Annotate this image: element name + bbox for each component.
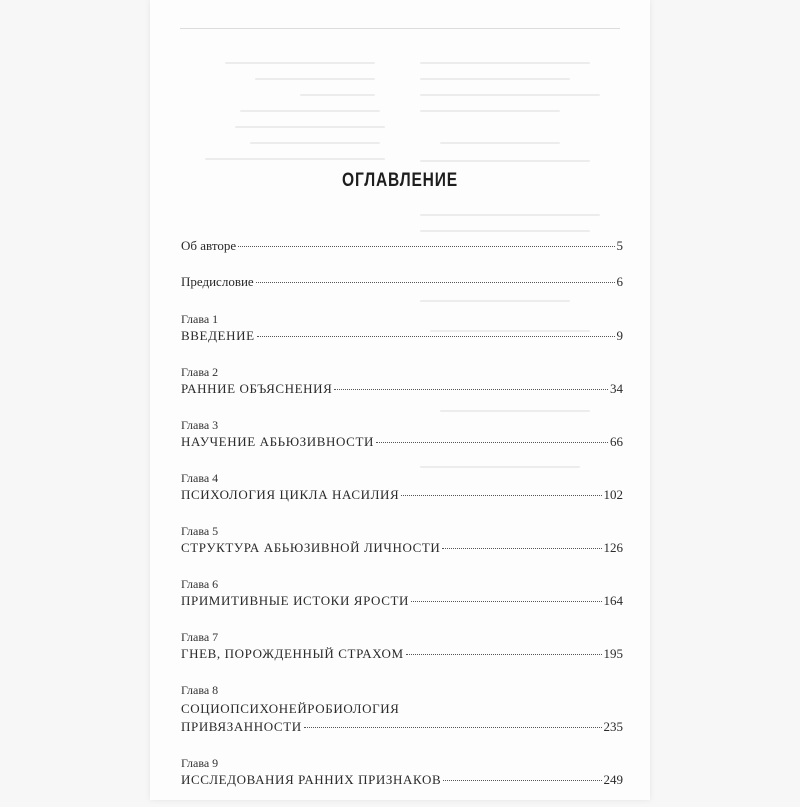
toc-entry-chapter-4[interactable] bbox=[181, 469, 623, 509]
toc-page-number: 66 bbox=[610, 434, 623, 449]
toc-page-number: 195 bbox=[603, 646, 623, 661]
chapter-title: ПРИМИТИВНЫЕ ИСТОКИ ЯРОСТИ bbox=[181, 593, 410, 608]
chapter-number: Глава 5 bbox=[181, 524, 219, 538]
toc-page-number: 164 bbox=[603, 593, 623, 608]
leader-dots bbox=[443, 780, 601, 781]
chapter-number: Глава 6 bbox=[181, 577, 219, 591]
header-rule bbox=[180, 28, 620, 29]
leader-dots bbox=[238, 246, 614, 247]
toc-entry-label: Предисловие bbox=[181, 274, 254, 289]
toc-page-number: 34 bbox=[610, 381, 623, 396]
chapter-title-line-2: ПРИВЯЗАННОСТИ bbox=[181, 719, 302, 734]
chapter-number: Глава 9 bbox=[181, 756, 219, 770]
chapter-number: Глава 8 bbox=[181, 683, 219, 697]
chapter-number: Глава 2 bbox=[181, 365, 219, 379]
chapter-title: ПСИХОЛОГИЯ ЦИКЛА НАСИЛИЯ bbox=[181, 487, 400, 502]
toc-page-number: 126 bbox=[603, 540, 623, 555]
leader-dots bbox=[411, 601, 601, 602]
toc-entry-label: Об авторе bbox=[181, 238, 237, 253]
toc-page-number: 249 bbox=[603, 772, 623, 787]
toc-page-number: 9 bbox=[616, 328, 623, 343]
toc-page-number: 5 bbox=[616, 238, 623, 253]
toc-entry-chapter-6[interactable] bbox=[181, 575, 623, 615]
toc-entry-about-author[interactable] bbox=[181, 238, 623, 260]
leader-dots bbox=[256, 282, 615, 283]
toc-page-number: 6 bbox=[616, 274, 623, 289]
chapter-title: СТРУКТУРА АБЬЮЗИВНОЙ ЛИЧНОСТИ bbox=[181, 540, 441, 555]
chapter-number: Глава 1 bbox=[181, 312, 219, 326]
toc-entry-chapter-3[interactable] bbox=[181, 416, 623, 456]
toc-entry-chapter-8[interactable] bbox=[181, 681, 623, 741]
toc-entry-preface[interactable] bbox=[181, 274, 623, 296]
leader-dots bbox=[406, 654, 602, 655]
chapter-number: Глава 4 bbox=[181, 471, 219, 485]
chapter-title: ГНЕВ, ПОРОЖДЕННЫЙ СТРАХОМ bbox=[181, 646, 404, 661]
toc-entry-chapter-2[interactable] bbox=[181, 363, 623, 403]
toc-page-number: 102 bbox=[603, 487, 623, 502]
chapter-title: ИССЛЕДОВАНИЯ РАННИХ ПРИЗНАКОВ bbox=[181, 772, 442, 787]
leader-dots bbox=[376, 442, 608, 443]
leader-dots bbox=[401, 495, 601, 496]
toc-entry-chapter-1[interactable] bbox=[181, 310, 623, 350]
chapter-number: Глава 3 bbox=[181, 418, 219, 432]
chapter-number: Глава 7 bbox=[181, 630, 219, 644]
toc-entry-chapter-9[interactable] bbox=[181, 754, 623, 794]
toc-entry-chapter-7[interactable] bbox=[181, 628, 623, 668]
chapter-title: НАУЧЕНИЕ АБЬЮЗИВНОСТИ bbox=[181, 434, 374, 449]
toc-page-number: 235 bbox=[603, 719, 623, 734]
leader-dots bbox=[257, 336, 615, 337]
leader-dots bbox=[442, 548, 601, 549]
toc-title: ОГЛАВЛЕНИЕ bbox=[342, 170, 458, 191]
leader-dots bbox=[334, 389, 608, 390]
chapter-title: ВВЕДЕНИЕ bbox=[181, 328, 255, 343]
chapter-title: РАННИЕ ОБЪЯСНЕНИЯ bbox=[181, 381, 333, 396]
chapter-title-line-1: СОЦИОПСИХОНЕЙРОБИОЛОГИЯ bbox=[181, 701, 400, 716]
table-of-contents bbox=[181, 238, 623, 807]
leader-dots bbox=[304, 727, 602, 728]
toc-entry-chapter-5[interactable] bbox=[181, 522, 623, 562]
